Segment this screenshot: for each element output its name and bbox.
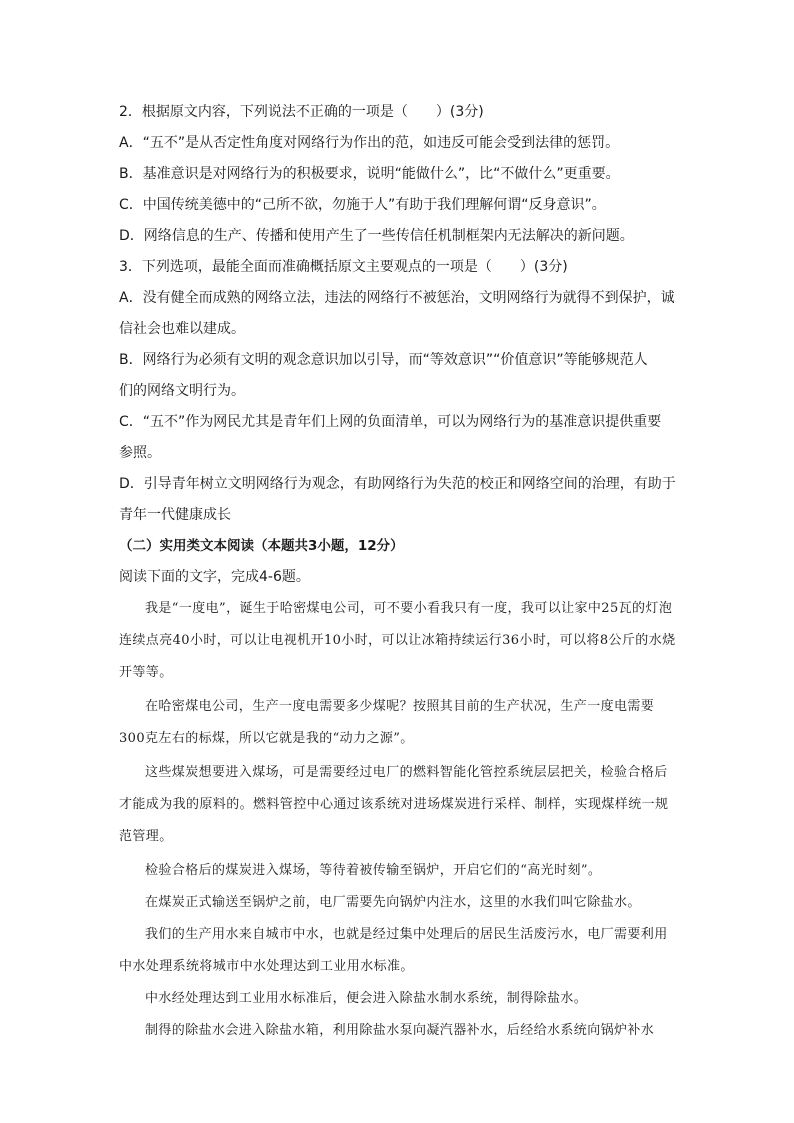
question-3-option-c-line-2: 参照。 [119,445,161,461]
document-page [119,97,679,1047]
question-2-option-a: A．“五不”是从否定性角度对网络行为作出的范，如违反可能会受到法律的惩罚。 [119,135,620,151]
question-3-option-d-line-1: D．引导青年树立文明网络行为观念，有助网络行为失范的校正和网络空间的治理，有助于 [119,476,676,492]
passage-paragraph-8: 制得的除盐水会进入除盐水箱，利用除盐水泵向凝汽器补水，后经给水系统向锅炉补水 [145,1023,655,1038]
passage-paragraph-2: 在哈密煤电公司，生产一度电需要多少煤呢？按照其目前的生产状况，生产一度电需要300克左右的标煤，所以它就是我的“动力之源”。 [119,699,655,746]
question-3-option-d-line-2: 青年一代健康成长 [119,507,231,523]
question-3-option-c-line-1: C．“五不”作为网民尤其是青年们上网的负面清单，可以为网络行为的基准意识提供重要 [119,414,662,430]
section-heading: （二）实用类文本阅读（本题共3小题，12分） [119,538,404,554]
passage-paragraph-3: 这些煤炭想要进入煤场，可是需要经过电厂的燃料智能化管控系统层层把关，检验合格后才能成为我的原料的。燃料管控中心通过该系统对进场煤炭进行采样、制样，实现煤样统一规范管理。 [119,765,669,844]
question-2-option-c: C．中国传统美德中的“己所不欲，勿施于人”有助于我们理解何谓“反身意识”。 [119,197,606,213]
passage-paragraph-6: 我们的生产用水来自城市中水，也就是经过集中处理后的居民生活废污水，电厂需要利用中水处理系统将城市中水处理达到工业用水标准。 [119,927,668,974]
question-3-option-b-line-2: 们的网络文明行为。 [119,383,245,399]
passage-paragraph-4: 检验合格后的煤炭进入煤场，等待着被传输至锅炉，开启它们的“高光时刻”。 [145,863,602,878]
passage-paragraph-7: 中水经处理达到工业用水标准后，便会进入除盐水制水系统，制得除盐水。 [145,991,588,1006]
question-2-stem: 2．根据原文内容，下列说法不正确的一项是（ ）(3分) [119,104,484,120]
question-2-option-b: B．基准意识是对网络行为的积极要求，说明“能做什么”，比“不做什么”更重要。 [119,166,620,182]
passage-paragraph-1: 我是“一度电”，诞生于哈密煤电公司，可不要小看我只有一度，我可以让家中25瓦的灯泡连续点亮40小时，可以让电视机开10小时，可以让冰箱持续运行36小时，可以将8公斤的水烧开等等。 [119,601,676,680]
section-instruction: 阅读下面的文字，完成4-6题。 [119,569,310,585]
question-3-option-a-line-1: A．没有健全而成熟的网络立法，违法的网络行不被惩治，文明网络行为就得不到保护，诚 [119,290,675,306]
passage-paragraph-5: 在煤炭正式输送至锅炉之前，电厂需要先向锅炉内注水，这里的水我们叫它除盐水。 [145,895,641,910]
question-3-option-b-line-1: B．网络行为必须有文明的观念意识加以引导，而“等效意识”“价值意识”等能够规范人 [119,352,648,368]
question-3-stem: 3．下列选项，最能全面而准确概括原文主要观点的一项是（ ）(3分) [119,259,568,275]
question-2-option-d: D．网络信息的生产、传播和使用产生了一些传信任机制框架内无法解决的新问题。 [119,228,634,244]
question-3-option-a-line-2: 信社会也难以建成。 [119,321,245,337]
